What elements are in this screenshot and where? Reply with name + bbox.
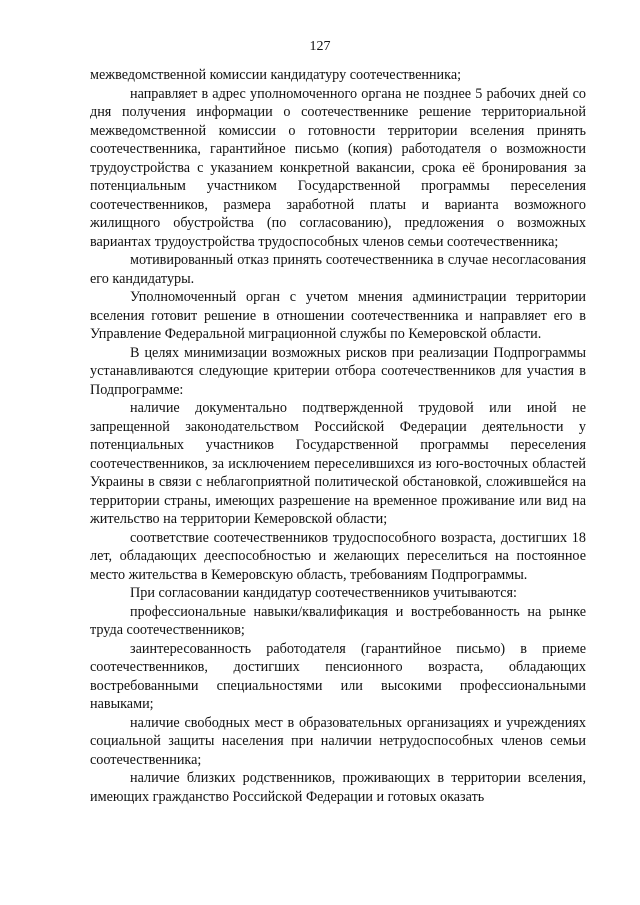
paragraph-consideration-skills: профессиональные навыки/квалификация и востребованность на рынке труда соотечественников; [90, 603, 586, 638]
paragraph-authorized-body: Уполномоченный орган с учетом мнения администрации территории вселения готовит решение в отношении соотечественника и направляет его в Управление Федеральной миграционной службы по Кемеровской области. [90, 289, 586, 342]
paragraph-consideration-employer: заинтересованность работодателя (гарантийное письмо) в приеме соотечественников, достигших пенсионного возраста, обладающих востребованными специальностями или высокими профессиональными навыками; [90, 640, 586, 712]
paragraph-directs-decision: направляет в адрес уполномоченного органа не позднее 5 рабочих дней со дня получения информации о соотечественнике решение территориальной межведомственной комиссии о готовности территории вселения принять соотечественника, гарантийное письмо (копия) работодателя о возможности трудоустройства с указанием конкретной вакансии, срока её бронирования за потенциальным участником Государственной программы переселения соотечественников, размера заработной платы и варианта возможного жилищного обустройства (по согласованию), предложения о возможных вариантах трудоустройства трудоспособных членов семьи соотечественника; [90, 85, 586, 250]
paragraph-consideration-vacancies: наличие свободных мест в образовательных организациях и учреждениях социальной защиты населения при наличии нетрудоспособных членов семьи соотечественника; [90, 714, 586, 768]
paragraph-criterion-employment: наличие документально подтвержденной трудовой или иной не запрещенной законодательством Российской Федерации деятельности у потенциальных участников Государственной программы переселения соотечественников, за исключением переселившихся из юго-восточных областей Украины в связи с неблагоприятной политической обстановкой, сложившейся на территории страны, имеющих разрешение на временное проживание или вид на жительство на территории Кемеровской области; [90, 400, 586, 527]
paragraph-consideration-relatives: наличие близких родственников, проживающих в территории вселения, имеющих гражданство Российской Федерации и готовых оказать [90, 770, 586, 805]
document-body [90, 66, 586, 806]
paragraph-continuation: межведомственной комиссии кандидатуру соотечественника; [90, 67, 462, 83]
page-number: 127 [309, 39, 331, 54]
paragraph-criterion-age: соответствие соотечественников трудоспособного возраста, достигших 18 лет, обладающих дееспособностью и желающих переселиться на постоянное место жительства в Кемеровскую область, требованиям Подпрограммы. [90, 529, 586, 583]
paragraph-selection-criteria: В целях минимизации возможных рисков при реализации Подпрограммы устанавливаются следующие критерии отбора соотечественников для участия в Подпрограмме: [90, 344, 586, 398]
paragraph-considerations-intro: При согласовании кандидатур соотечественников учитываются: [130, 585, 517, 601]
paragraph-motivated-refusal: мотивированный отказ принять соотечественника в случае несогласования его кандидатуры. [90, 252, 586, 287]
